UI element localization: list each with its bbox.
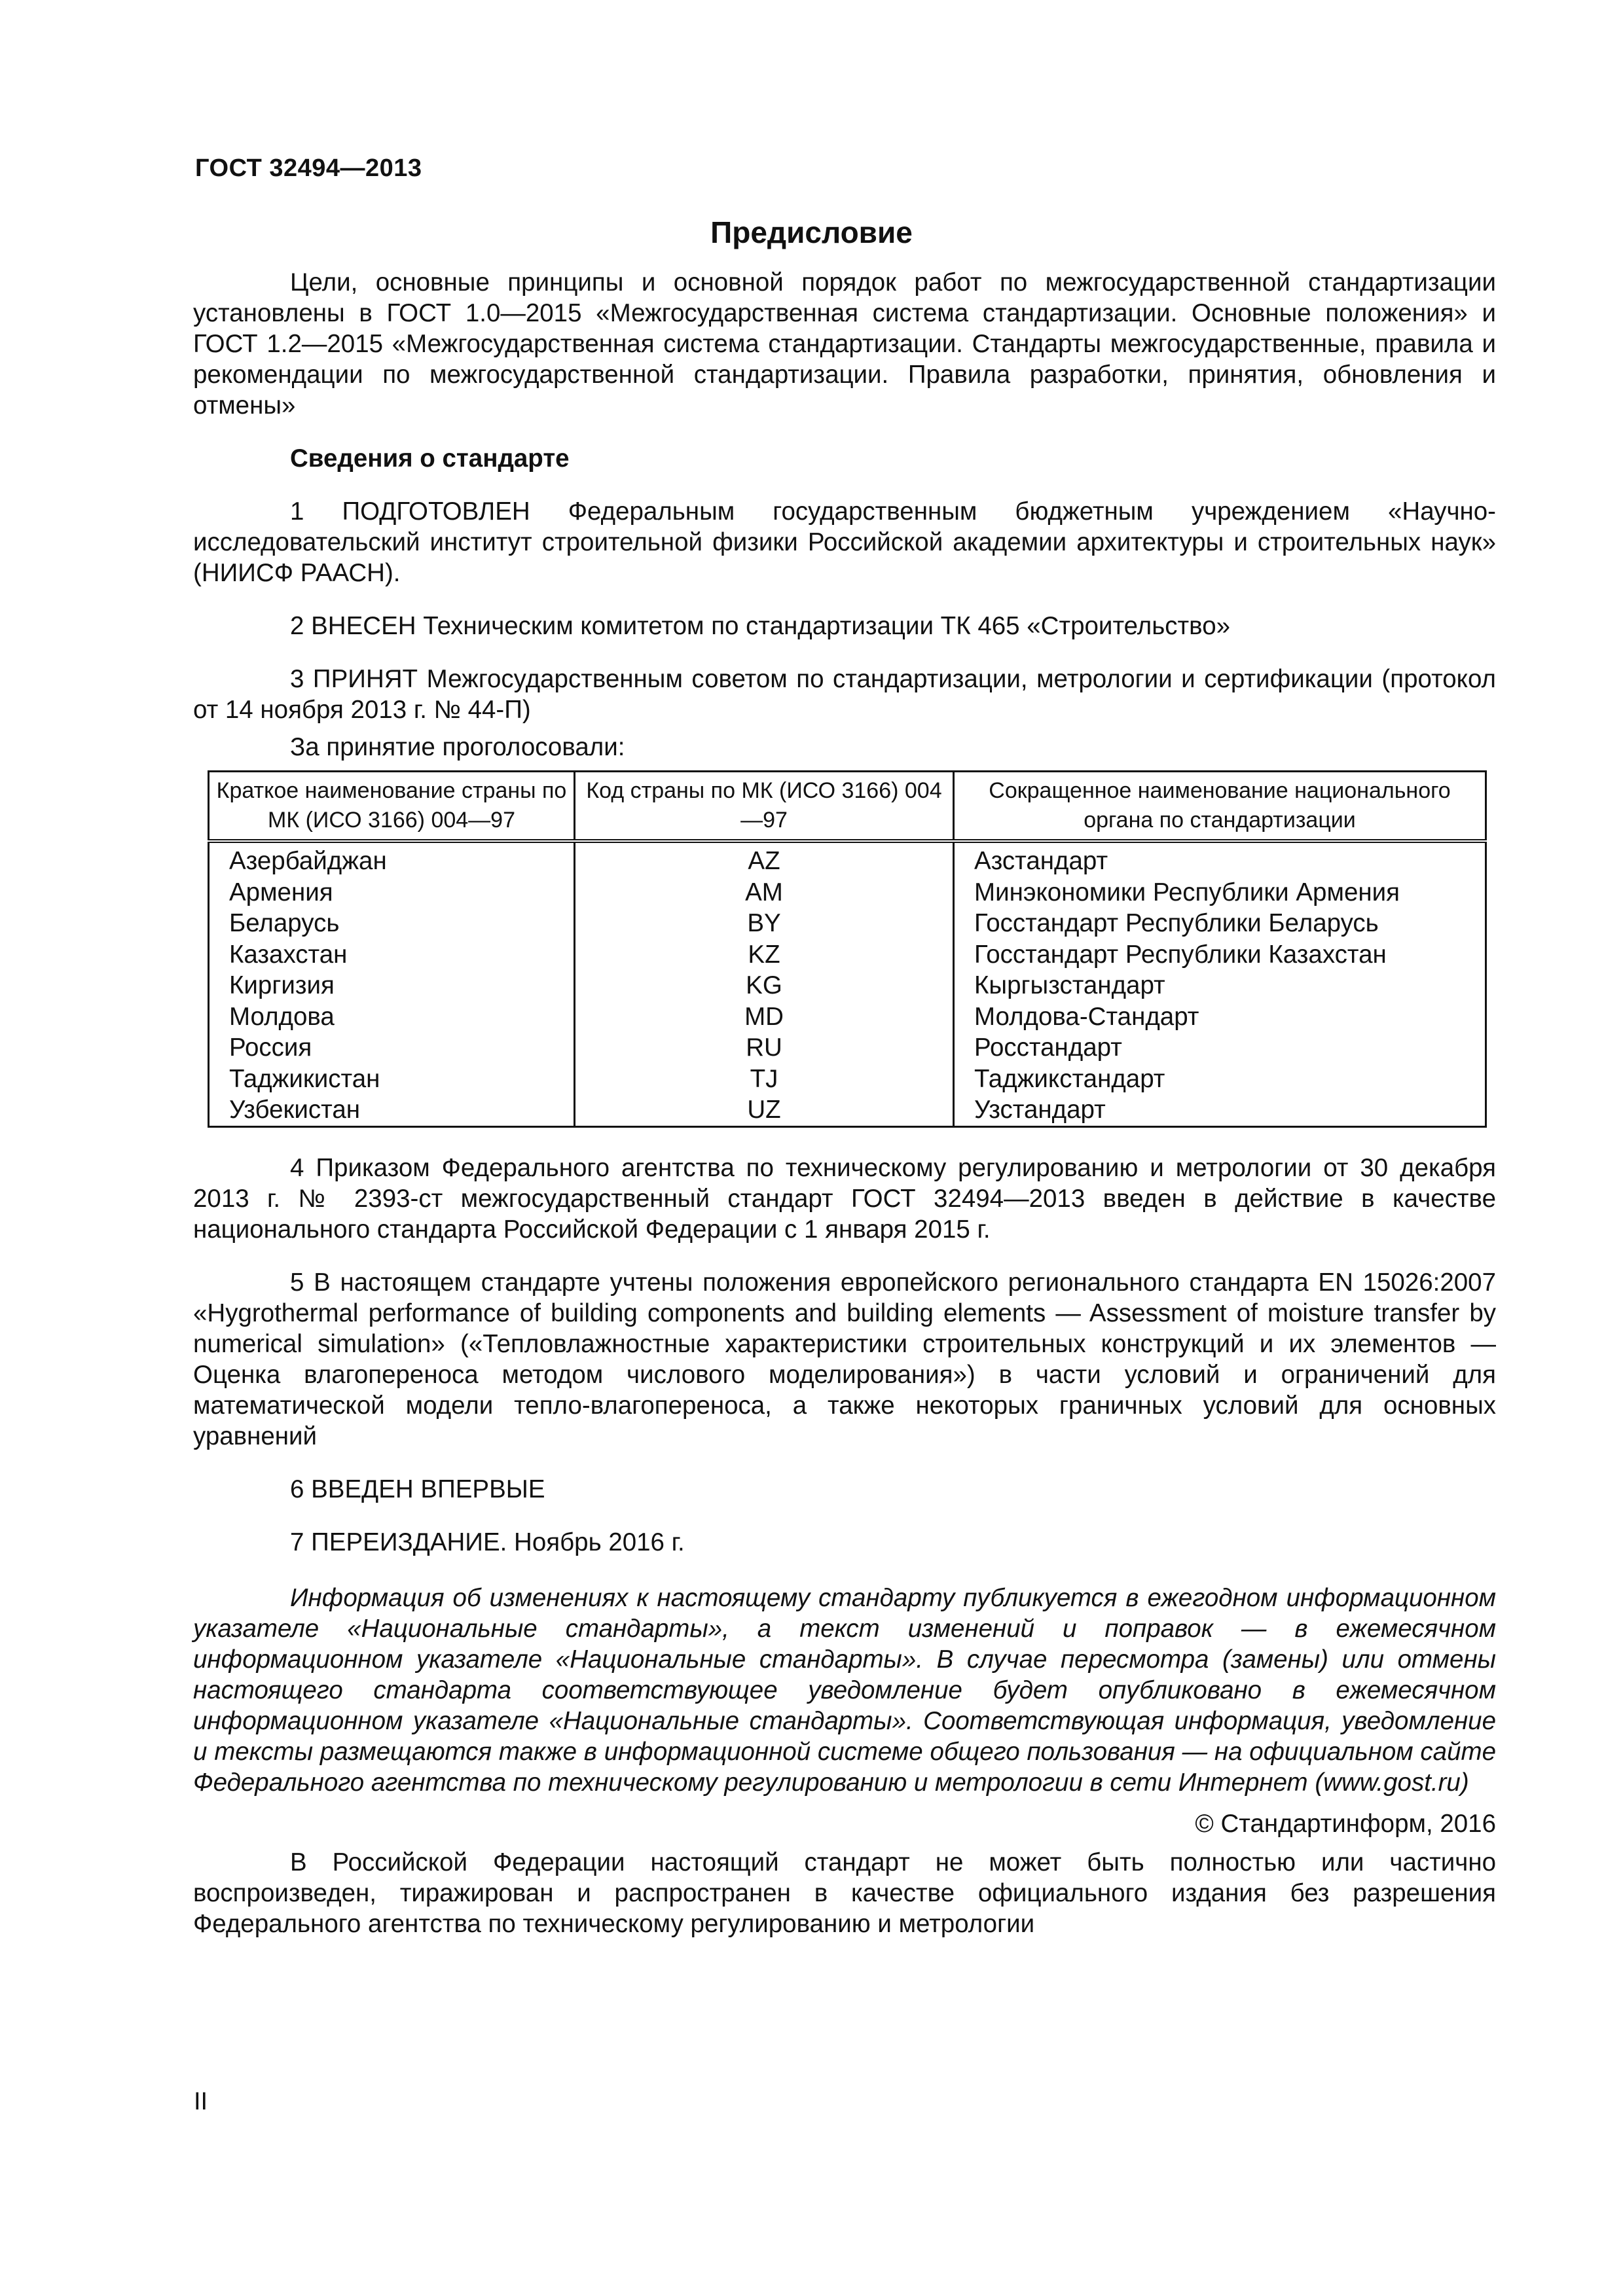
country-cell: Беларусь: [209, 908, 575, 939]
body-cell: Росстандарт: [954, 1032, 1486, 1064]
table-row: [209, 1064, 1486, 1095]
standard-code: ГОСТ 32494—2013: [195, 154, 422, 182]
country-cell: Киргизия: [209, 970, 575, 1001]
intro-paragraph: Цели, основные принципы и основной порядок работ по межгосударственной стандартизации установлены в ГОСТ 1.0—2015 «Межгосударственная система стандартизации. Основные положения» и ГОСТ 1.2—2015 «Межгосударственная система стандартизации. Стандарты межгосударственные, правила и рекомендации по межгосударственной стандартизации. Правила разработки, принятия, обновления и отмены»: [193, 268, 1496, 420]
code-cell: MD: [575, 1001, 954, 1033]
table-header-country: Краткое наименование страны по МК (ИСО 3166) 004—97: [209, 772, 575, 842]
page-title: Предисловие: [710, 215, 913, 249]
code-cell: UZ: [575, 1094, 954, 1126]
body-cell: Минэкономики Республики Армения: [954, 877, 1486, 908]
body-cell: Молдова-Стандарт: [954, 1001, 1486, 1033]
table-header-row: [209, 772, 1486, 842]
about-standard-heading: Сведения о стандарте: [290, 444, 570, 473]
body-cell: Госстандарт Республики Беларусь: [954, 908, 1486, 939]
item-submitted: 2 ВНЕСЕН Техническим комитетом по стандартизации ТК 465 «Строительство»: [290, 612, 1231, 640]
body-cell: Азстандарт: [954, 841, 1486, 877]
item-prepared: 1 ПОДГОТОВЛЕН Федеральным государственным бюджетным учреждением «Научно-исследовательский институт строительной физики Российской академии архитектуры и строительных наук» (НИИСФ РААСН).: [193, 497, 1496, 587]
table-row: [209, 1094, 1486, 1126]
body-cell: Кыргызстандарт: [954, 970, 1486, 1001]
table-header-body: Сокращенное наименование национального органа по стандартизации: [954, 772, 1486, 842]
country-cell: Таджикистан: [209, 1064, 575, 1095]
copyright-line: © Стандартинформ, 2016: [1195, 1809, 1496, 1838]
table-row: [209, 908, 1486, 939]
voting-table: [208, 770, 1487, 1128]
code-cell: AM: [575, 877, 954, 908]
changes-notice: Информация об изменениях к настоящему стандарту публикуется в ежегодном информационном указателе «Национальные стандарты», а текст изменений и поправок — в ежемесячном информационном указателе «Национальные стандарты». В случае пересмотра (замены) или отмены настоящего стандарта соответствующее уведомление будет опубликовано в ежемесячном информационном указателе «Национальные стандарты». Соответствующая информация, уведомление и тексты размещаются также в информационной системе общего пользования — на официальном сайте Федерального агентства по техническому регулированию и метрологии в сети Интернет (www.gost.ru): [193, 1583, 1496, 1797]
reproduction-notice: В Российской Федерации настоящий стандарт не может быть полностью или частично воспроизведен, тиражирован и распространен в качестве официального издания без разрешения Федерального агентства по техническому регулированию и метрологии: [193, 1848, 1496, 1938]
item-first-introduced: 6 ВВЕДЕН ВПЕРВЫЕ: [290, 1475, 545, 1503]
item-reissue: 7 ПЕРЕИЗДАНИЕ. Ноябрь 2016 г.: [290, 1528, 685, 1556]
table-row: [209, 841, 1486, 877]
code-cell: KG: [575, 970, 954, 1001]
table-row: [209, 939, 1486, 971]
preface-body: [193, 267, 1496, 1939]
country-cell: Азербайджан: [209, 841, 575, 877]
code-cell: TJ: [575, 1064, 954, 1095]
table-row: [209, 1032, 1486, 1064]
page-number: II: [194, 2088, 208, 2115]
item-adopted: 3 ПРИНЯТ Межгосударственным советом по стандартизации, метрологии и сертификации (протокол от 14 ноября 2013 г. № 44-П): [193, 665, 1496, 724]
table-row: [209, 1001, 1486, 1033]
code-cell: BY: [575, 908, 954, 939]
country-cell: Узбекистан: [209, 1094, 575, 1126]
code-cell: RU: [575, 1032, 954, 1064]
country-cell: Армения: [209, 877, 575, 908]
voted-label: За принятие проголосовали:: [290, 733, 625, 761]
item-order: 4 Приказом Федерального агентства по техническому регулированию и метрологии от 30 декабря 2013 г. № 2393-ст межгосударственный стандарт ГОСТ 32494—2013 введен в действие в качестве национального стандарта Российской Федерации с 1 января 2015 г.: [193, 1153, 1496, 1244]
body-cell: Таджикстандарт: [954, 1064, 1486, 1095]
country-cell: Казахстан: [209, 939, 575, 971]
country-cell: Молдова: [209, 1001, 575, 1033]
body-cell: Госстандарт Республики Казахстан: [954, 939, 1486, 971]
body-cell: Узстандарт: [954, 1094, 1486, 1126]
table-header-code: Код страны по МК (ИСО 3166) 004—97: [575, 772, 954, 842]
country-cell: Россия: [209, 1032, 575, 1064]
code-cell: AZ: [575, 841, 954, 877]
table-row: [209, 877, 1486, 908]
item-european-standard: 5 В настоящем стандарте учтены положения европейского регионального стандарта EN 15026:2007 «Hygrothermal performance of building components and building elements — Assessment of moisture transfer by numerical simulation» («Тепловлажностные характеристики строительных конструкций и их элементов — Оценка влагопереноса методом числового моделирования») в части условий и ограничений для математической модели тепло-влагопереноса, а также некоторых граничных условий для основных уравнений: [193, 1268, 1496, 1450]
code-cell: KZ: [575, 939, 954, 971]
table-row: [209, 970, 1486, 1001]
